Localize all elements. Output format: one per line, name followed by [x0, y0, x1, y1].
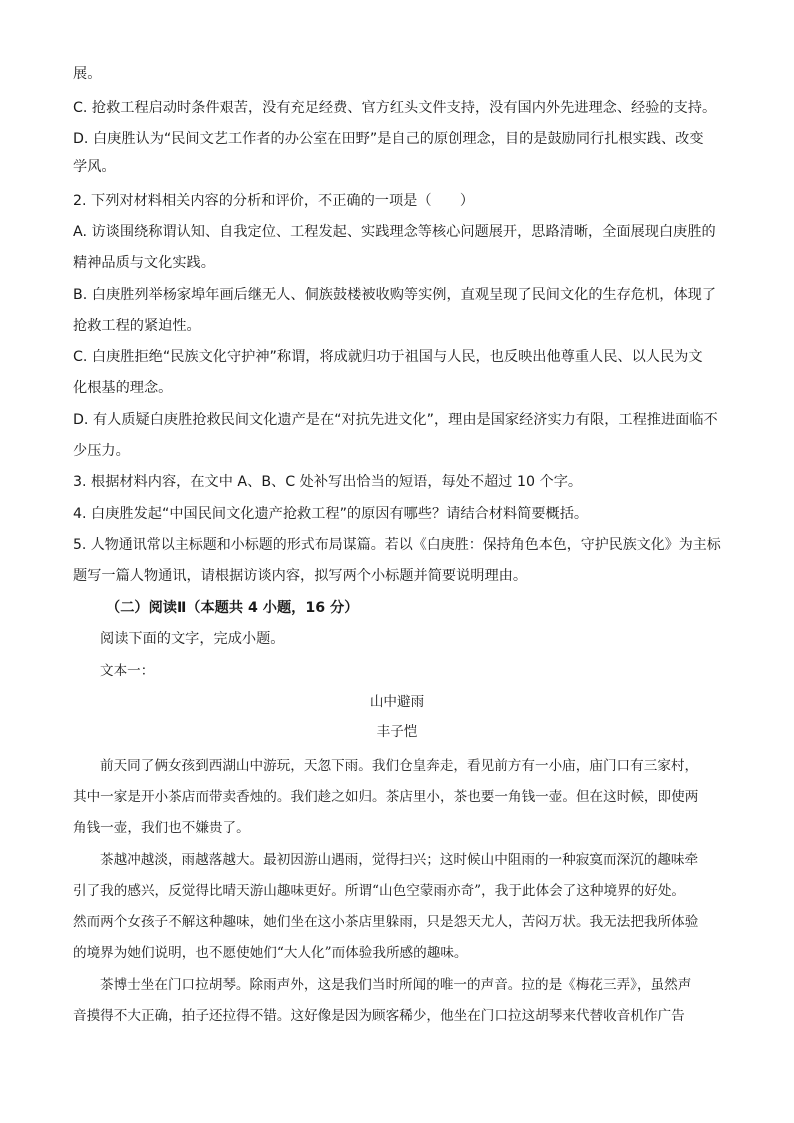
- question-option-a: A. 访谈围绕称谓认知、自我定位、工程发起、实践理念等核心问题展开，思路清晰，全面展现白庚胜的: [73, 224, 716, 240]
- text-label: 文本一：: [100, 663, 155, 679]
- text-line: 精神品质与文化实践。: [73, 255, 215, 271]
- question-option-d: D. 白庚胜认为“民间文艺工作者的办公室在田野”是自己的原创理念，目的是鼓励同行扎根实践、改变: [73, 131, 704, 147]
- article-line: 音摸得不大正确，拍子还拉得不错。这好像是因为顾客稀少，他坐在门口拉这胡琴来代替收音机作广告: [73, 1008, 685, 1024]
- text-line: 少压力。: [73, 443, 130, 459]
- article-line: 茶越冲越淡，雨越落越大。最初因游山遇雨，觉得扫兴；这时候山中阻雨的一种寂寞而深沉的趣味牵: [100, 852, 699, 868]
- question-3: 3. 根据材料内容，在文中 A、B、C 处补写出恰当的短语，每处不超过 10 个字。: [73, 474, 583, 490]
- text-line: 展。: [73, 66, 102, 82]
- question-2: 2. 下列对材料相关内容的分析和评价，不正确的一项是（ ）: [73, 193, 475, 209]
- text-line: 学风。: [73, 159, 116, 175]
- instruction-text: 阅读下面的文字，完成小题。: [100, 631, 285, 647]
- question-option-d: D. 有人质疑白庚胜抢救民间文化遗产是在“对抗先进文化”，理由是国家经济实力有限，工程推进面临不: [73, 412, 718, 428]
- section-heading: （二）阅读Ⅱ（本题共 4 小题，16 分）: [106, 600, 359, 616]
- article-line: 角钱一壶，我们也不嫌贵了。: [73, 820, 250, 836]
- question-option-c: C. 白庚胜拒绝“民族文化守护神”称谓，将成就归功于祖国与人民，也反映出他尊重人民、以人民为文: [73, 349, 703, 365]
- article-line: 其中一家是开小茶店而带卖香烛的。我们趁之如归。茶店里小，茶也要一角钱一壶。但在这时候，即使两: [73, 789, 699, 805]
- question-option-b: B. 白庚胜列举杨家埠年画后继无人、侗族鼓楼被收购等实例，直观呈现了民间文化的生存危机，体现了: [73, 287, 717, 303]
- article-line: 前天同了俩女孩到西湖山中游玩，天忽下雨。我们仓皇奔走，看见前方有一小庙，庙门口有三家村，: [100, 758, 699, 774]
- text-line: 化根基的理念。: [73, 380, 173, 396]
- question-5: 5. 人物通讯常以主标题和小标题的形式布局谋篇。若以《白庚胜：保持角色本色，守护民族文化》为主标: [73, 537, 721, 553]
- question-option-c: C. 抢救工程启动时条件艰苦，没有充足经费、官方红头文件支持，没有国内外先进理念、经验的支持。: [73, 100, 717, 116]
- article-line: 茶博士坐在门口拉胡琴。除雨声外，这是我们当时所闻的唯一的声音。拉的是《梅花三弄》，虽然声: [100, 977, 692, 993]
- article-author: 丰子恺: [376, 724, 418, 740]
- article-line: 的境界为她们说明，也不愿使她们“大人化”而体验我所感的趣味。: [73, 945, 468, 961]
- question-4: 4. 白庚胜发起“中国民间文化遗产抢救工程”的原因有哪些？请结合材料简要概括。: [73, 506, 589, 522]
- text-line: 抢救工程的紧迫性。: [73, 318, 201, 334]
- article-line: 然而两个女孩子不解这种趣味，她们坐在这小茶店里躲雨，只是怨天尤人，苦闷万状。我无法把我所体验: [73, 914, 699, 930]
- text-line: 题写一篇人物通讯，请根据访谈内容，拟写两个小标题并简要说明理由。: [73, 568, 528, 584]
- article-line: 引了我的感兴，反觉得比晴天游山趣味更好。所谓“山色空蒙雨亦奇”，我于此体会了这种境界的好处。: [73, 883, 686, 899]
- article-title: 山中避雨: [369, 694, 425, 710]
